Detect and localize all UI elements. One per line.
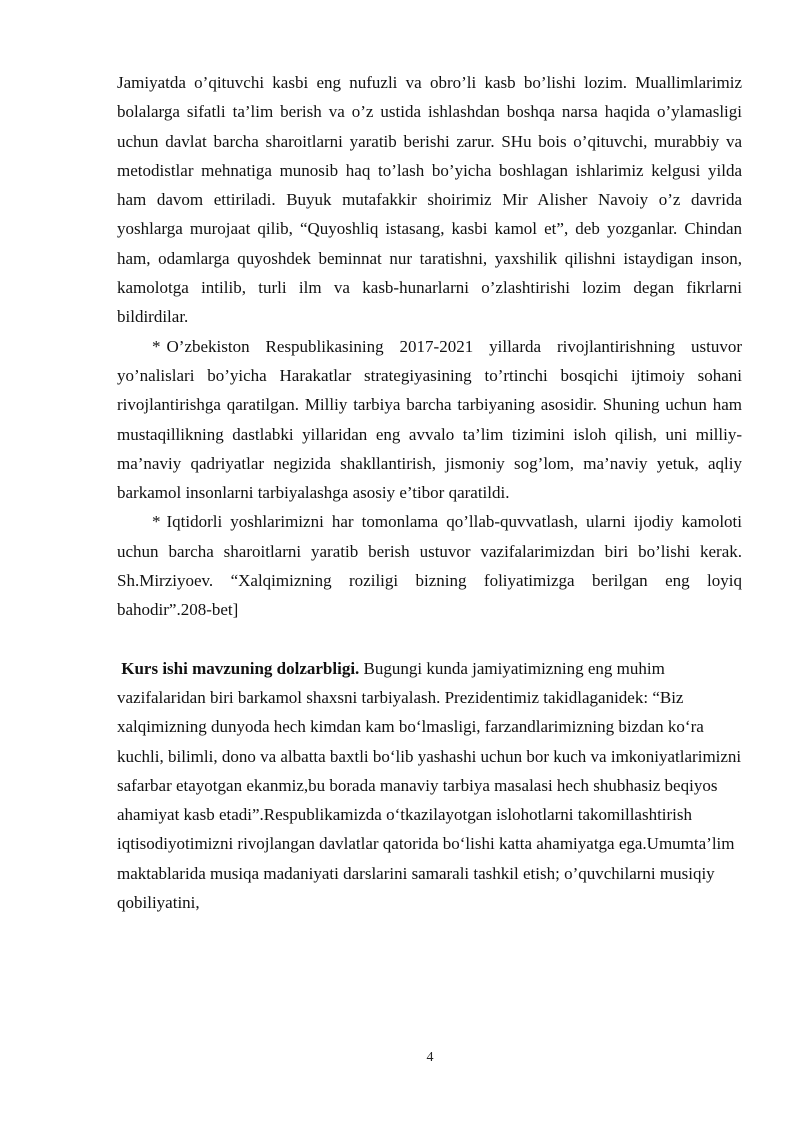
paragraph-strategy-text: O’zbekiston Respublikasining 2017-2021 yillarda rivojlantirishning ustuvor yo’nalislari bo’yicha Harakatlar strategiyasining to’rtinchi bosqichi ijtimoiy sohani rivojlantirishga qaratilgan. Milliy tarbiya barcha tarbiyaning asosidir. Shuning uchun ham mustaqillikning dastlabki yillaridan eng avvalo ta’lim tizimini isloh qilish, uni milliy-ma’naviy qadriyatlar negizida shakllantirish, jismoniy sog’lom, ma’naviy yetuk, aqliy barkamol insonlarni tarbiyalashga asosiy e’tibor qaratildi. xyxy=(117,336,742,503)
section-heading-relevance: Kurs ishi mavzuning dolzarbligi. xyxy=(121,658,360,678)
page-number: 4 xyxy=(426,1050,434,1065)
paragraph-talented-youth xyxy=(117,507,742,624)
paragraph-talented-youth-text: Iqtidorli yoshlarimizni har tomonlama qo’llab-quvvatlash, ularni ijodiy kamoloti uchun barcha sharoitlarni yaratib berish ustuvor vazifalarimizdan biri bo’lishi kerak. Sh.Mirziyoev. “Xalqimizning roziligi bizning foliyatimizga berilgan eng loyiq bahodir”.208-bet] xyxy=(117,512,742,620)
bullet-asterisk: * xyxy=(152,336,161,356)
paragraph-relevance-text: Bugungi kunda jamiyatimizning eng muhim vazifalaridan biri barkamol shaxsni tarbiyalash. Prezidentimiz takidlaganidek: “Biz xalqimizning dunyoda hech kimdan kam bo‘lmasligi, farzandlarimizning bizdan ko‘ra kuchli, bilimli, dono va albatta baxtli bo‘lib yashashi uchun bor kuch va imkoniyatlarimizni safarbar etayotgan ekanmiz,bu borada manaviy tarbiya masalasi hech shubhasiz beqiyos ahamiyat kasb etadi”.Respublikamizda o‘tkazilayotgan islohotlarni takomillashtirish iqtisodiyotimizni rivojlangan davlatlar qatorida bo‘lishi katta ahamiyatga ega.Umumta’lim maktablarida musiqa madaniyati darslarini samarali tashkil etish; o’quvchilarni musiqiy qobiliyatini, xyxy=(117,658,742,913)
paragraph-strategy xyxy=(117,332,742,508)
paragraph-spacer xyxy=(117,625,742,654)
paragraph-relevance xyxy=(117,654,742,918)
bullet-asterisk: * xyxy=(152,512,161,532)
document-page xyxy=(117,68,742,917)
paragraph-teacher-profession: Jamiyatda o’qituvchi kasbi eng nufuzli va obro’li kasb bo’lishi lozim. Muallimlarimiz bolalarga sifatli ta’lim berish va o’z ustida ishlashdan boshqa narsa haqida o’ylamasligi uchun davlat barcha sharoitlarni yaratib berishi zarur. SHu bois o’qituvchi, murabbiy va metodistlar mehnatiga munosib haq to’lash bo’yicha boshlagan ishlarimiz kelgusi yilda ham davom ettiriladi. Buyuk mutafakkir shoirimiz Mir Alisher Navoiy o’z davrida yoshlarga murojaat qilib, “Quyoshliq istasang, kasbi kamol et”, deb yozganlar. Chindan ham, odamlarga quyoshdek beminnat nur taratishni, yaxshilik qilishni istaydigan inson, kamolotga intilib, turli ilm va kasb-hunarlarni o’zlashtirishi lozim degan fikrlarni bildirdilar. xyxy=(117,73,742,327)
